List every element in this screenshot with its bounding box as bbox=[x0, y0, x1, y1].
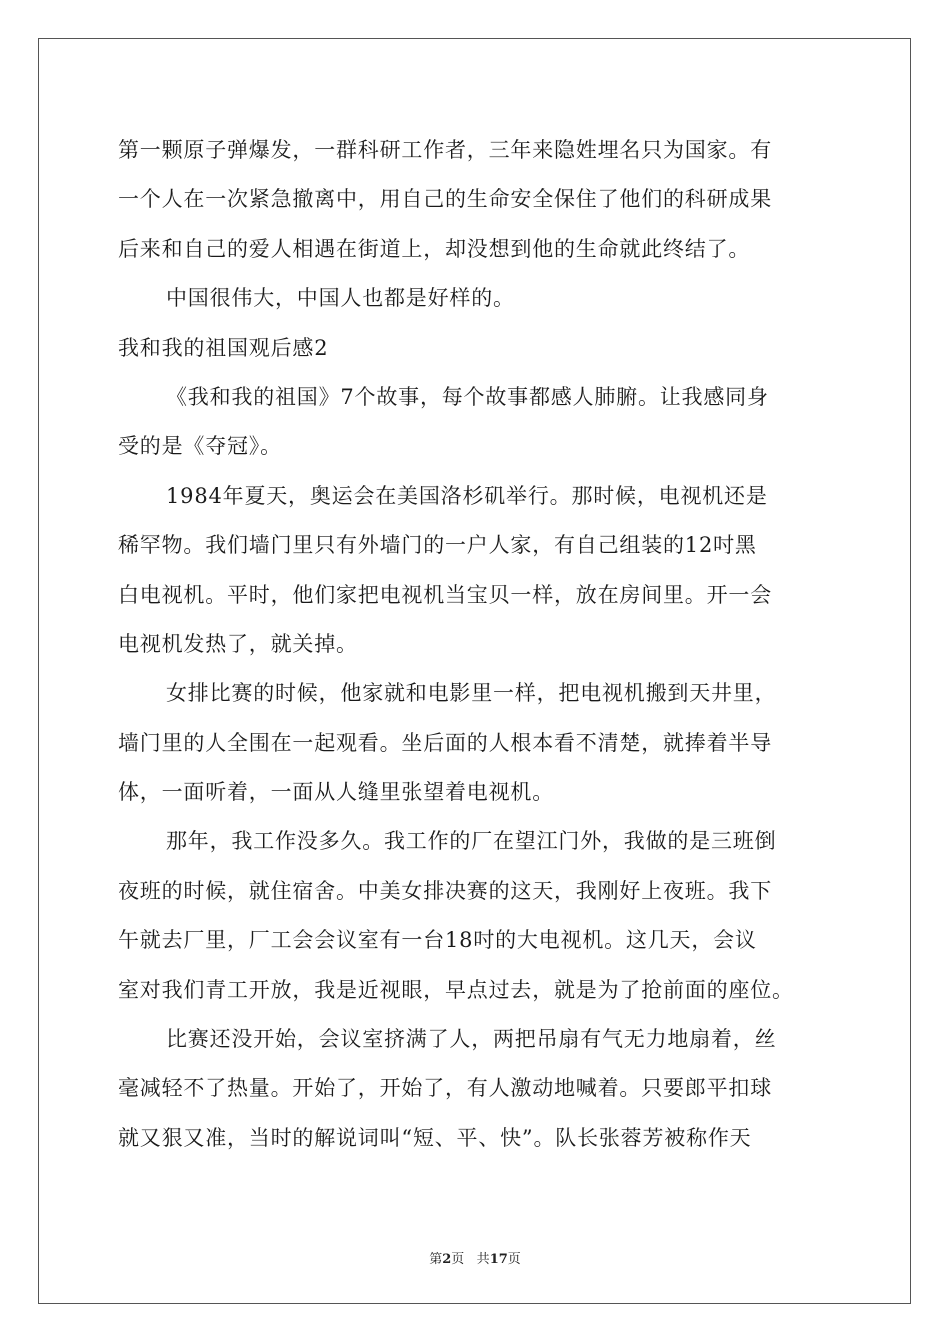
text-line: 毫减轻不了热量。开始了，开始了，有人激动地喊着。只要郎平扣球 bbox=[118, 1076, 772, 1101]
text-line: 墙门里的人全围在一起观看。坐后面的人根本看不清楚，就捧着半导 bbox=[118, 730, 772, 755]
text-line: 电视机发热了，就关掉。 bbox=[118, 631, 358, 656]
text-line: 那年，我工作没多久。我工作的厂在望江门外，我做的是三班倒 bbox=[166, 829, 777, 854]
text-line: 白电视机。平时，他们家把电视机当宝贝一样，放在房间里。开一会 bbox=[118, 582, 772, 607]
text-line: 《我和我的祖国》7个故事，每个故事都感人肺腑。让我感同身 bbox=[166, 384, 769, 409]
text-line: 中国很伟大，中国人也都是好样的。 bbox=[166, 286, 515, 311]
text-line: 夜班的时候，就住宿舍。中美女排决赛的这天，我刚好上夜班。我下 bbox=[118, 878, 772, 903]
footer-total-suffix: 页 bbox=[507, 1252, 521, 1267]
current-page-number: 2 bbox=[442, 1252, 452, 1267]
text-line: 女排比赛的时候，他家就和电影里一样，把电视机搬到天井里， bbox=[166, 681, 777, 706]
text-line: 午就去厂里，厂工会会议室有一台18吋的大电视机。这几天，会议 bbox=[118, 928, 757, 953]
text-line: 室对我们青工开放，我是近视眼，早点过去，就是为了抢前面的座位。 bbox=[118, 977, 794, 1002]
total-page-count: 17 bbox=[489, 1252, 508, 1267]
footer-total-prefix: 共 bbox=[476, 1252, 490, 1267]
text-line: 一个人在一次紧急撤离中，用自己的生命安全保住了他们的科研成果 bbox=[118, 187, 772, 212]
text-line: 我和我的祖国观后感2 bbox=[118, 335, 329, 360]
text-line: 后来和自己的爱人相遇在街道上，却没想到他的生命就此终结了。 bbox=[118, 236, 751, 261]
text-line: 稀罕物。我们墙门里只有外墙门的一户人家，有自己组装的12吋黑 bbox=[118, 533, 757, 558]
text-line: 就又狠又准，当时的解说词叫“短、平、快”。队长张蓉芳被称作天 bbox=[118, 1125, 752, 1150]
text-line: 受的是《夺冠》。 bbox=[118, 434, 282, 459]
document-body bbox=[118, 126, 834, 1163]
footer-prefix: 第 bbox=[429, 1252, 443, 1267]
page-footer bbox=[0, 1248, 950, 1267]
text-line: 第一颗原子弹爆发，一群科研工作者，三年来隐姓埋名只为国家。有 bbox=[118, 138, 772, 162]
text-line: 1984年夏天，奥运会在美国洛杉矶举行。那时候，电视机还是 bbox=[166, 483, 768, 508]
text-line: 体，一面听着，一面从人缝里张望着电视机。 bbox=[118, 780, 554, 805]
text-line: 比赛还没开始，会议室挤满了人，两把吊扇有气无力地扇着，丝 bbox=[166, 1027, 777, 1052]
footer-page-suffix: 页 bbox=[451, 1252, 465, 1267]
